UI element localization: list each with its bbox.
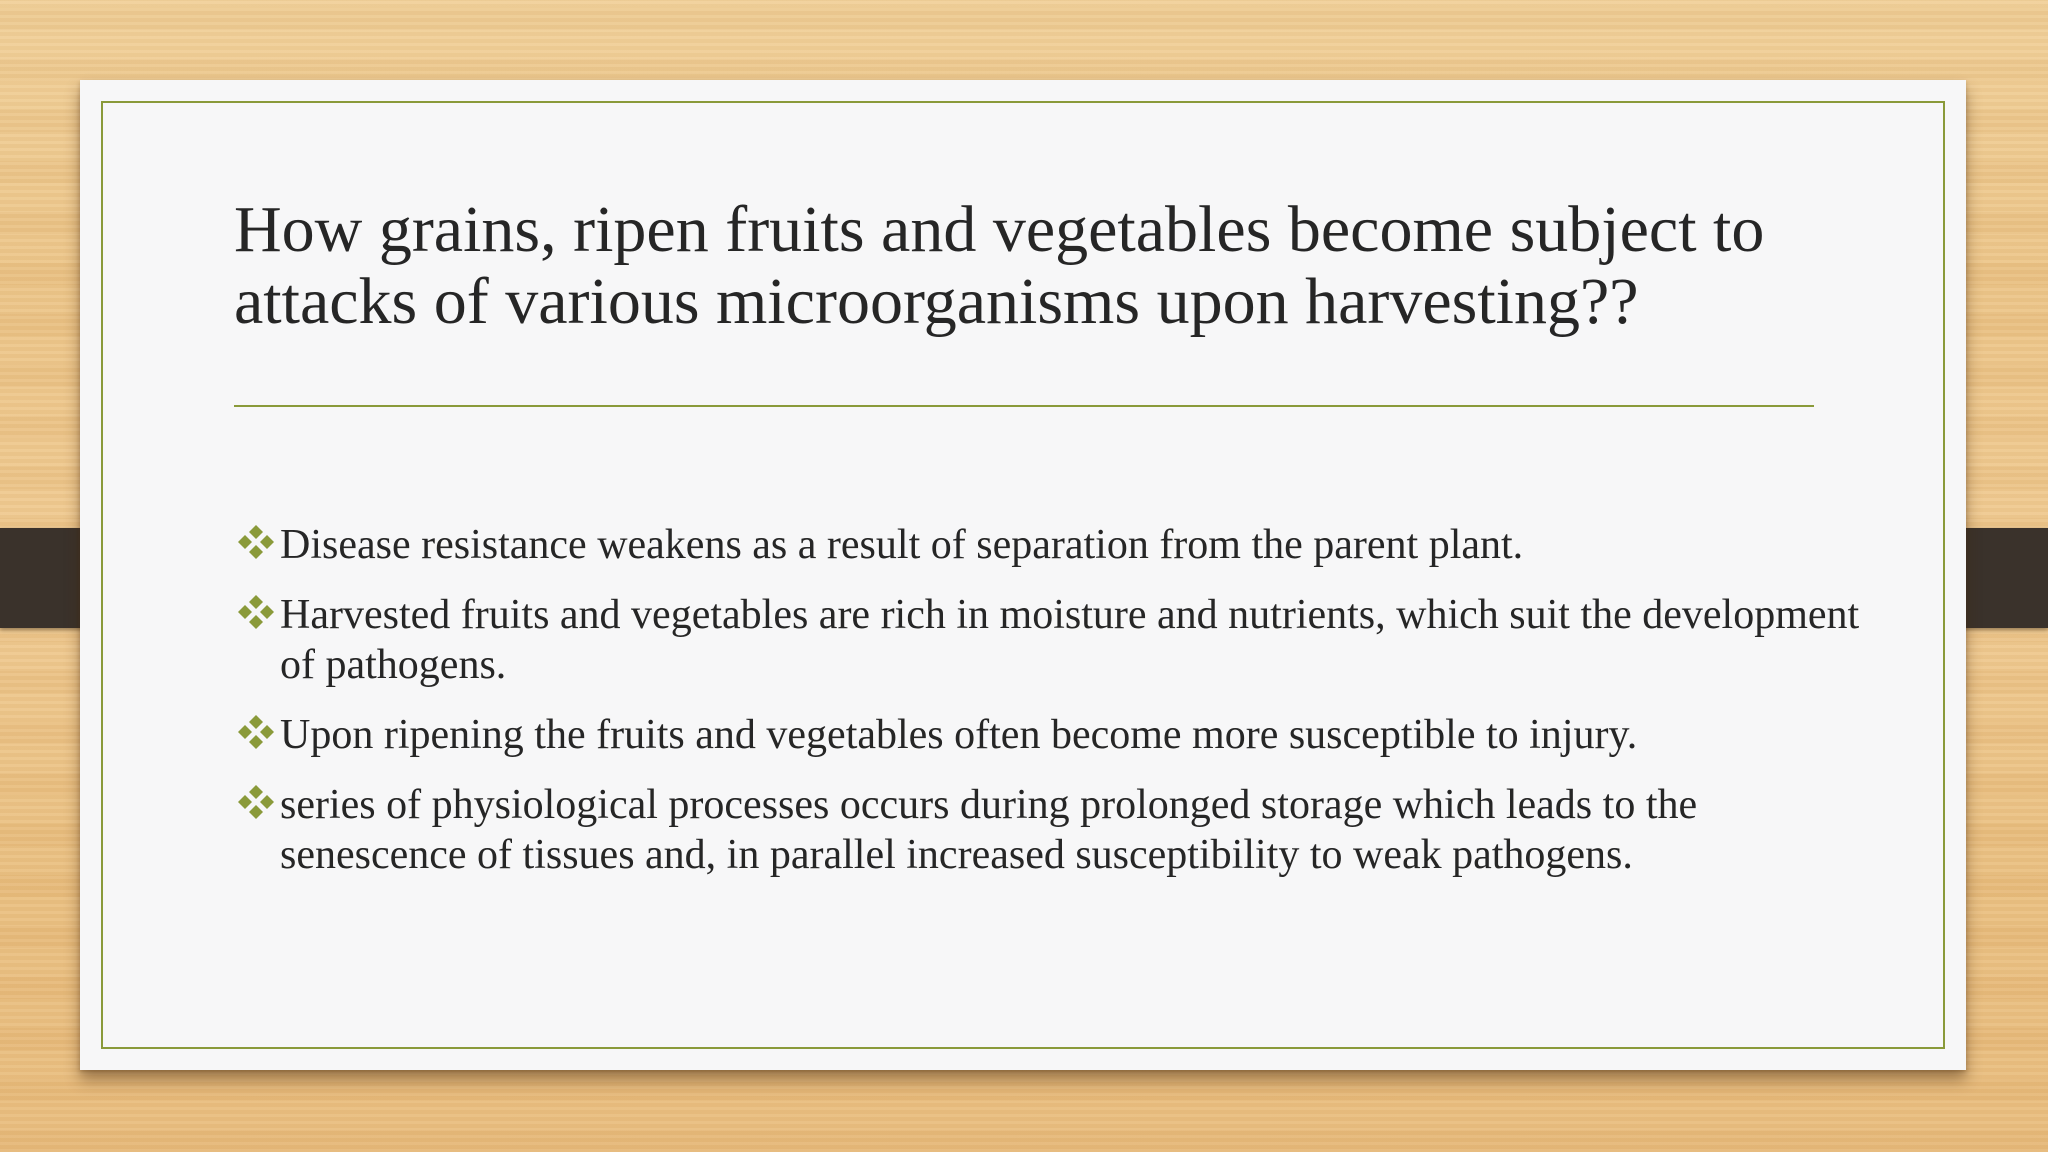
bullet-item [236, 780, 1876, 880]
bullet-text: Disease resistance weakens as a result of separation from the parent plant. [280, 522, 1524, 568]
bullet-item [236, 710, 1876, 760]
four-diamond-bullet-icon [236, 783, 276, 819]
four-diamond-bullet-icon [236, 523, 276, 559]
bullet-text: Upon ripening the fruits and vegetables often become more susceptible to injury. [280, 712, 1638, 758]
bullet-list [236, 520, 1876, 900]
title-divider [234, 405, 1814, 407]
bullet-item [236, 590, 1876, 690]
bullet-text: Harvested fruits and vegetables are rich in moisture and nutrients, which suit the development of pathogens. [280, 592, 1860, 688]
slide-title: How grains, ripen fruits and vegetables become subject to attacks of various microorganisms upon harvesting?? [234, 193, 1765, 338]
four-diamond-bullet-icon [236, 593, 276, 629]
bullet-text: series of physiological processes occurs during prolonged storage which leads to the senescence of tissues and, in parallel increased susceptibility to weak pathogens. [280, 782, 1698, 878]
four-diamond-bullet-icon [236, 713, 276, 749]
bullet-item [236, 520, 1876, 570]
slide-card [80, 80, 1966, 1070]
